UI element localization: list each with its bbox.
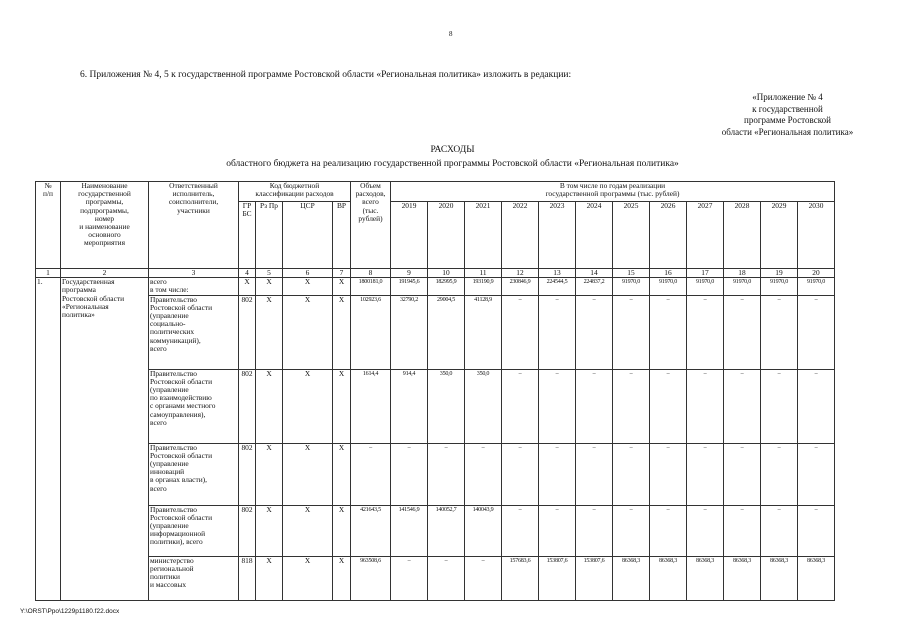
year-value-cell: 86368,3 (613, 556, 650, 600)
appendix-line: области «Региональная политика» (721, 126, 854, 137)
year-value-cell: – (798, 369, 835, 443)
column-number: 15 (613, 269, 650, 278)
appendix-line: программе Ростовской (744, 115, 831, 125)
table-row (36, 269, 835, 278)
executor-cell: всего в том числе: (149, 278, 239, 295)
year-value-cell: – (687, 295, 724, 369)
column-number: 11 (465, 269, 502, 278)
intro-paragraph: 6. Приложения № 4, 5 к государственной программе Ростовской области «Региональная политика» изложить в редакции: (80, 70, 572, 80)
year-value-cell: – (502, 443, 539, 505)
column-number: 12 (502, 269, 539, 278)
appendix-line: «Приложение № 4 (752, 92, 823, 102)
year-value-cell: 140052,7 (428, 505, 465, 556)
vr-cell: Х (333, 278, 351, 295)
vr-cell: Х (333, 443, 351, 505)
year-value-cell: – (724, 295, 761, 369)
vr-cell: Х (333, 369, 351, 443)
year-value-cell: 157683,6 (502, 556, 539, 600)
year-value-cell: 224837,2 (576, 278, 613, 295)
year-value-cell: 91970,0 (798, 278, 835, 295)
csr-cell: Х (283, 278, 333, 295)
column-number: 18 (724, 269, 761, 278)
expenditure-table (35, 181, 835, 601)
table-row (36, 443, 835, 505)
header-year: 2019 (391, 202, 428, 269)
header-code-group: Код бюджетной классификации расходов (239, 182, 351, 202)
program-number: 1. (36, 278, 61, 600)
year-value-cell: – (650, 443, 687, 505)
column-number: 2 (61, 269, 149, 278)
column-number: 1 (36, 269, 61, 278)
year-value-cell: – (798, 505, 835, 556)
year-value-cell: 29004,5 (428, 295, 465, 369)
column-number: 10 (428, 269, 465, 278)
table-row (36, 278, 835, 295)
year-value-cell: – (761, 295, 798, 369)
year-value-cell: 91970,0 (687, 278, 724, 295)
year-value-cell: 32790,2 (391, 295, 428, 369)
column-number: 4 (239, 269, 256, 278)
header-vr: ВР (333, 202, 351, 269)
year-value-cell: – (539, 295, 576, 369)
header-year: 2029 (761, 202, 798, 269)
grbs-cell: 802 (239, 443, 256, 505)
column-number: 7 (333, 269, 351, 278)
total-cell: 1800181,0 (351, 278, 391, 295)
vr-cell: Х (333, 556, 351, 600)
table-row (36, 505, 835, 556)
year-value-cell: – (613, 443, 650, 505)
program-name: Государственная программа Ростовской области «Региональная политика» (61, 278, 149, 600)
vr-cell: Х (333, 295, 351, 369)
header-year: 2030 (798, 202, 835, 269)
year-value-cell: – (613, 369, 650, 443)
csr-cell: Х (283, 556, 333, 600)
header-num: № п/п (36, 182, 61, 269)
executor-cell: Правительство Ростовской области (управление по взаимодействию с органами местного самоуправления), всего (149, 369, 239, 443)
year-value-cell: – (798, 295, 835, 369)
year-value-cell: 86368,3 (687, 556, 724, 600)
year-value-cell: – (502, 369, 539, 443)
document-subtitle: областного бюджета на реализацию государственной программы Ростовской области «Региональная политика» (226, 159, 679, 169)
csr-cell: Х (283, 443, 333, 505)
header-grbs: ГР БС (239, 202, 256, 269)
year-value-cell: 86368,3 (761, 556, 798, 600)
header-years-group: В том числе по годам реализации государственной программы (тыс. рублей) (391, 182, 835, 202)
year-value-cell: – (761, 443, 798, 505)
year-value-cell: – (724, 443, 761, 505)
year-value-cell: 224544,5 (539, 278, 576, 295)
year-value-cell: – (576, 295, 613, 369)
rzpr-cell: Х (256, 556, 283, 600)
total-cell: 963508,6 (351, 556, 391, 600)
year-value-cell: – (428, 556, 465, 600)
year-value-cell: 91970,0 (724, 278, 761, 295)
rzpr-cell: Х (256, 278, 283, 295)
grbs-cell: 802 (239, 505, 256, 556)
column-number: 5 (256, 269, 283, 278)
csr-cell: Х (283, 369, 333, 443)
rzpr-cell: Х (256, 295, 283, 369)
header-year: 2022 (502, 202, 539, 269)
appendix-line: к государственной (752, 103, 823, 114)
page-number: 8 (449, 30, 453, 38)
table-row (36, 556, 835, 600)
executor-cell: Правительство Ростовской области (управление информационной политики), всего (149, 505, 239, 556)
year-value-cell: 193190,9 (465, 278, 502, 295)
year-value-cell: 914,4 (391, 369, 428, 443)
grbs-cell: 802 (239, 369, 256, 443)
header-csr: ЦСР (283, 202, 333, 269)
csr-cell: Х (283, 505, 333, 556)
grbs-cell: Х (239, 278, 256, 295)
executor-cell: Правительство Ростовской области (управление инноваций в органах власти), всего (149, 443, 239, 505)
table-row (36, 369, 835, 443)
year-value-cell: 140043,9 (465, 505, 502, 556)
year-value-cell: 141546,9 (391, 505, 428, 556)
year-value-cell: 350,0 (428, 369, 465, 443)
header-year: 2021 (465, 202, 502, 269)
year-value-cell: 41128,9 (465, 295, 502, 369)
header-year: 2024 (576, 202, 613, 269)
vr-cell: Х (333, 505, 351, 556)
year-value-cell: 191945,6 (391, 278, 428, 295)
header-year: 2025 (613, 202, 650, 269)
column-number: 3 (149, 269, 239, 278)
year-value-cell: – (576, 443, 613, 505)
year-value-cell: – (539, 443, 576, 505)
year-value-cell: – (687, 443, 724, 505)
column-number: 14 (576, 269, 613, 278)
year-value-cell: – (502, 505, 539, 556)
year-value-cell: – (798, 443, 835, 505)
document-title: РАСХОДЫ (430, 145, 475, 155)
year-value-cell: 153807,6 (539, 556, 576, 600)
year-value-cell: – (465, 556, 502, 600)
year-value-cell: 91970,0 (613, 278, 650, 295)
column-number: 19 (761, 269, 798, 278)
rzpr-cell: Х (256, 443, 283, 505)
year-value-cell: – (576, 505, 613, 556)
year-value-cell: 91970,0 (650, 278, 687, 295)
column-number: 6 (283, 269, 333, 278)
year-value-cell: – (539, 369, 576, 443)
header-name: Наименование государственной программы, подпрограммы, номер и наименование основного мероприятия (61, 182, 149, 269)
year-value-cell: 182995,9 (428, 278, 465, 295)
header-year: 2020 (428, 202, 465, 269)
column-number: 17 (687, 269, 724, 278)
year-value-cell: 86368,3 (798, 556, 835, 600)
year-value-cell: – (724, 369, 761, 443)
year-value-cell: – (761, 505, 798, 556)
year-value-cell: – (613, 295, 650, 369)
year-value-cell: – (576, 369, 613, 443)
executor-cell: Правительство Ростовской области (управление социально- политических коммуникаций), всего (149, 295, 239, 369)
column-number: 16 (650, 269, 687, 278)
csr-cell: Х (283, 295, 333, 369)
total-cell: 421643,5 (351, 505, 391, 556)
grbs-cell: 802 (239, 295, 256, 369)
year-value-cell: – (724, 505, 761, 556)
year-value-cell: 153807,6 (576, 556, 613, 600)
year-value-cell: – (465, 443, 502, 505)
year-value-cell: – (650, 369, 687, 443)
year-value-cell: – (428, 443, 465, 505)
header-executor: Ответственный исполнитель, соисполнители, участники (149, 182, 239, 269)
column-number: 8 (351, 269, 391, 278)
year-value-cell: – (650, 505, 687, 556)
column-number: 13 (539, 269, 576, 278)
year-value-cell: – (687, 369, 724, 443)
year-value-cell: – (650, 295, 687, 369)
header-volume: Объем расходов, всего (тыс. рублей) (351, 182, 391, 269)
header-year: 2028 (724, 202, 761, 269)
appendix-header (660, 92, 905, 138)
total-cell: – (351, 443, 391, 505)
year-value-cell: 230846,9 (502, 278, 539, 295)
executor-cell: министерство региональной политики и массовых (149, 556, 239, 600)
total-cell: 1614,4 (351, 369, 391, 443)
header-year: 2023 (539, 202, 576, 269)
table-row (36, 295, 835, 369)
year-value-cell: – (687, 505, 724, 556)
year-value-cell: – (391, 443, 428, 505)
file-path-footer: Y:\ORST\Ppo\1229p1180.f22.docx (20, 608, 120, 615)
year-value-cell: 86368,3 (724, 556, 761, 600)
grbs-cell: 818 (239, 556, 256, 600)
table-row (36, 182, 835, 202)
rzpr-cell: Х (256, 369, 283, 443)
year-value-cell: – (761, 369, 798, 443)
column-number: 9 (391, 269, 428, 278)
rzpr-cell: Х (256, 505, 283, 556)
year-value-cell: – (391, 556, 428, 600)
header-year: 2027 (687, 202, 724, 269)
year-value-cell: 350,0 (465, 369, 502, 443)
year-value-cell: – (539, 505, 576, 556)
year-value-cell: 86368,3 (650, 556, 687, 600)
header-rzpr: Рз Пр (256, 202, 283, 269)
year-value-cell: – (502, 295, 539, 369)
header-year: 2026 (650, 202, 687, 269)
column-number: 20 (798, 269, 835, 278)
year-value-cell: – (613, 505, 650, 556)
year-value-cell: 91970,0 (761, 278, 798, 295)
total-cell: 102923,6 (351, 295, 391, 369)
